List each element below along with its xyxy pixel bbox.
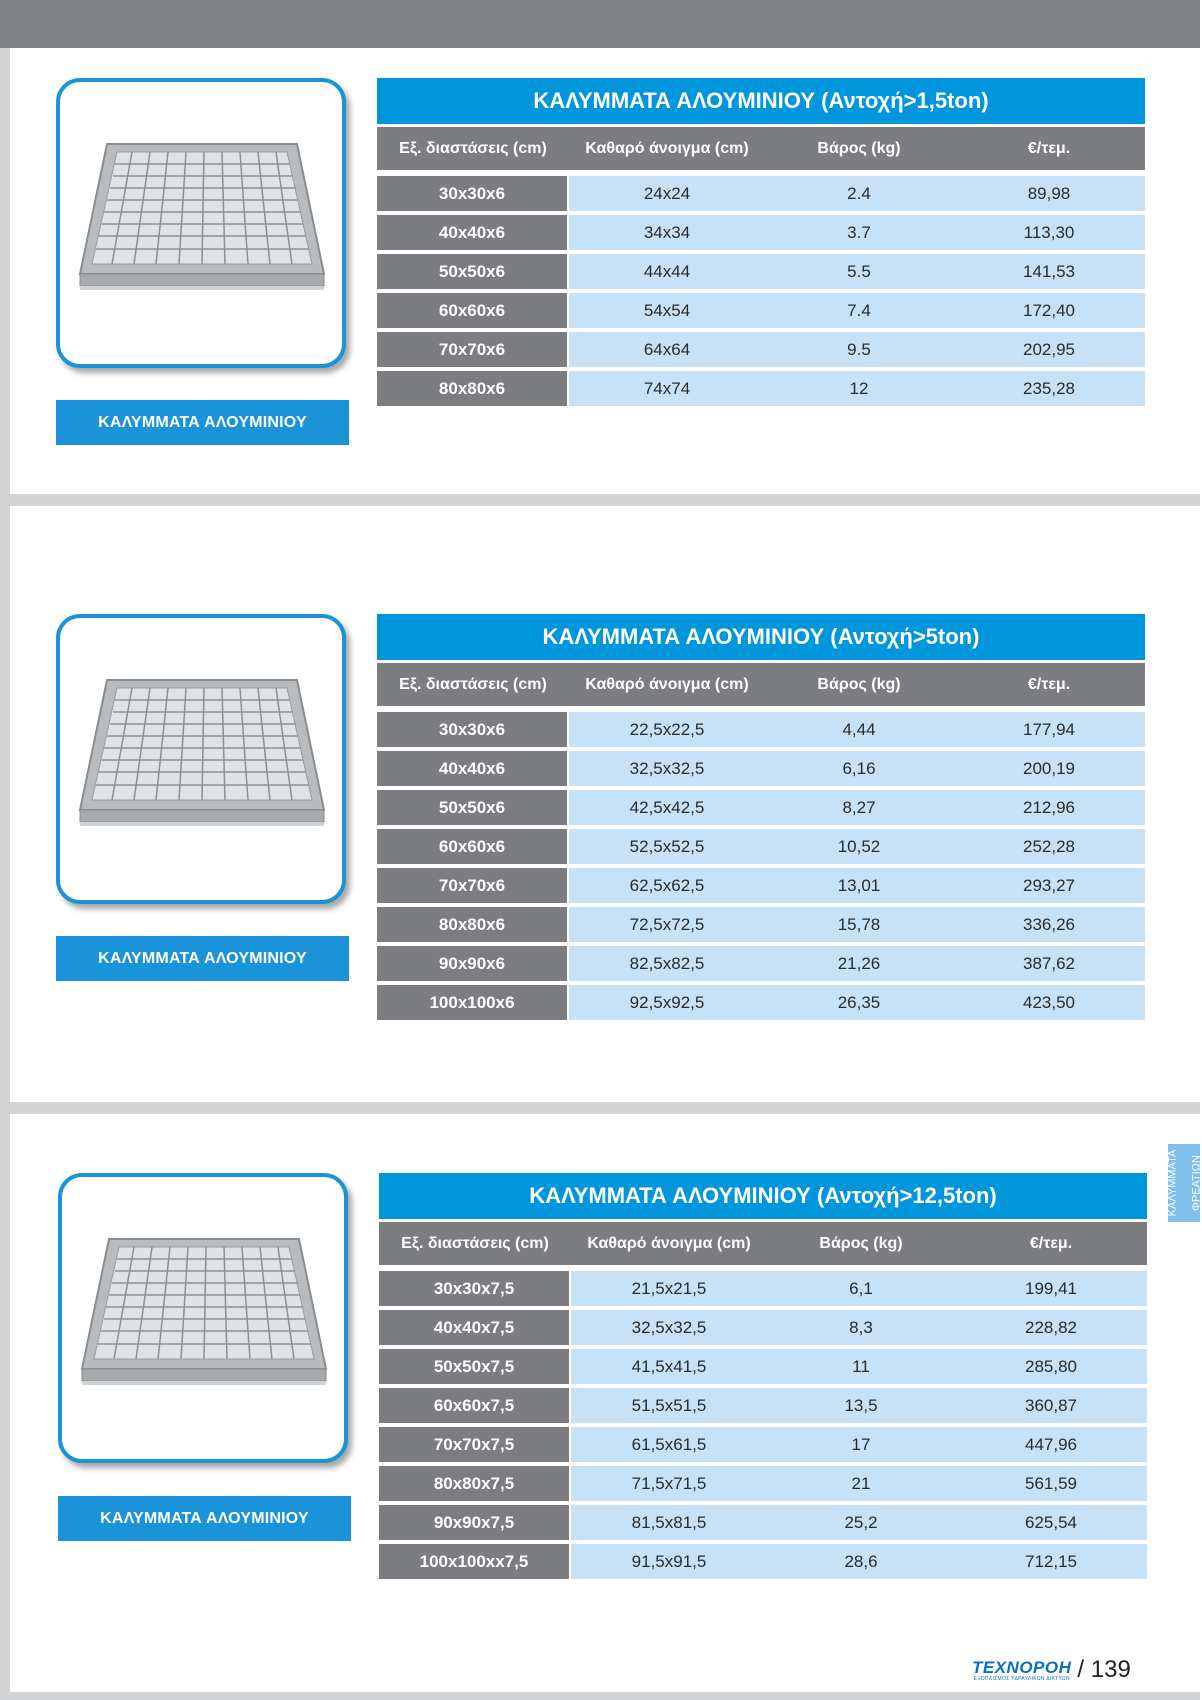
price-table — [379, 1173, 1147, 1579]
column-header: €/τεμ. — [1027, 139, 1071, 157]
table-cell: 235,28 — [1023, 378, 1075, 398]
top-bar — [0, 0, 1200, 48]
table-cell: 30x30x6 — [377, 712, 567, 747]
table-row — [377, 712, 1145, 747]
table-cell: 70x70x6 — [377, 868, 567, 903]
table-row — [377, 946, 1145, 981]
table-cell: 423,50 — [1023, 992, 1075, 1012]
table-cell: 42,5x42,5 — [629, 797, 705, 817]
table-row — [379, 1349, 1147, 1384]
table-cell: 2.4 — [847, 183, 871, 203]
table-cell: 8,27 — [842, 797, 876, 817]
table-cell: 89,98 — [1027, 183, 1071, 203]
table-cell: 60x60x6 — [377, 829, 567, 864]
table-row — [377, 176, 1145, 211]
table-cell: 4,44 — [842, 719, 876, 739]
column-header: Βάρος (kg) — [817, 675, 901, 693]
table-cell: 7.4 — [847, 300, 871, 320]
aluminium-cover-image — [72, 670, 332, 840]
table-cell: 9.5 — [847, 339, 871, 359]
column-header: Εξ. διαστάσεις (cm) — [401, 1234, 549, 1252]
table-cell: 22,5x22,5 — [629, 719, 705, 739]
table-cell: 387,62 — [1023, 953, 1075, 973]
table-cell: 100x100xx7,5 — [379, 1544, 569, 1579]
table-cell: 61,5x61,5 — [631, 1434, 707, 1454]
table-cell: 70x70x6 — [377, 332, 567, 367]
table-cell: 71,5x71,5 — [631, 1473, 707, 1493]
table-cell: 91,5x91,5 — [631, 1551, 707, 1571]
table-cell: 293,27 — [1023, 875, 1075, 895]
product-photo-frame — [56, 78, 346, 368]
table-row — [377, 868, 1145, 903]
table-row — [379, 1388, 1147, 1423]
product-photo-frame — [58, 1173, 348, 1463]
page-number: / 139 — [1077, 1656, 1131, 1683]
table-cell: 6,1 — [849, 1278, 873, 1298]
table-row — [377, 985, 1145, 1020]
section-side-tab[interactable] — [1168, 1144, 1200, 1222]
table-row — [379, 1271, 1147, 1306]
table-row — [377, 907, 1145, 942]
product-photo-frame — [56, 614, 346, 904]
product-caption: ΚΑΛΥΜΜΑΤΑ ΑΛΟΥΜΙΝΙΟΥ — [56, 400, 349, 445]
column-header: Εξ. διαστάσεις (cm) — [399, 139, 547, 157]
brand-name: ΤΕΧΝΟΡΟΗ — [972, 1658, 1072, 1677]
table-cell: 90x90x7,5 — [379, 1505, 569, 1540]
table-cell: 625,54 — [1025, 1512, 1077, 1532]
table-row — [379, 1427, 1147, 1462]
table-body — [379, 1271, 1147, 1579]
table-cell: 17 — [851, 1434, 871, 1454]
table-row — [377, 293, 1145, 328]
table-cell: 41,5x41,5 — [631, 1356, 707, 1376]
section-divider — [10, 1102, 1200, 1114]
table-cell: 11 — [852, 1356, 870, 1376]
page-footer — [972, 1658, 1131, 1682]
table-cell: 252,28 — [1023, 836, 1075, 856]
table-row — [377, 215, 1145, 250]
table-cell: 74x74 — [643, 378, 691, 398]
table-cell: 15,78 — [837, 914, 881, 934]
table-cell: 199,41 — [1025, 1278, 1077, 1298]
table-row — [379, 1466, 1147, 1501]
product-caption: ΚΑΛΥΜΜΑΤΑ ΑΛΟΥΜΙΝΙΟΥ — [58, 1496, 351, 1541]
table-cell: 113,30 — [1023, 222, 1075, 242]
table-cell: 5.5 — [847, 261, 871, 281]
table-cell: 21,5x21,5 — [631, 1278, 707, 1298]
table-cell: 202,95 — [1023, 339, 1075, 359]
table-cell: 13,5 — [844, 1395, 878, 1415]
table-cell: 82,5x82,5 — [629, 953, 705, 973]
product-caption: ΚΑΛΥΜΜΑΤΑ ΑΛΟΥΜΙΝΙΟΥ — [56, 936, 349, 981]
table-cell: 40x40x6 — [377, 215, 567, 250]
table-cell: 141,53 — [1023, 261, 1075, 281]
table-row — [377, 751, 1145, 786]
table-cell: 712,15 — [1025, 1551, 1077, 1571]
table-cell: 30x30x6 — [377, 176, 567, 211]
side-tab-line2: ΦΡΕΑΤΙΩΝ — [1190, 1155, 1202, 1211]
table-cell: 32,5x32,5 — [629, 758, 705, 778]
table-cell: 81,5x81,5 — [631, 1512, 707, 1532]
left-margin-bar — [0, 48, 10, 1700]
table-cell: 64x64 — [643, 339, 691, 359]
table-body — [377, 176, 1145, 406]
table-cell: 8,3 — [849, 1317, 873, 1337]
side-tab-line1: ΚΑΛΥΜΜΑΤΑ — [1166, 1149, 1179, 1217]
table-cell: 52,5x52,5 — [629, 836, 705, 856]
table-cell: 285,80 — [1025, 1356, 1077, 1376]
table-row — [377, 254, 1145, 289]
aluminium-cover-image — [74, 1229, 334, 1399]
table-cell: 172,40 — [1023, 300, 1075, 320]
table-cell: 80x80x7,5 — [379, 1466, 569, 1501]
table-cell: 54x54 — [643, 300, 691, 320]
table-row — [379, 1505, 1147, 1540]
table-cell: 50x50x6 — [377, 254, 567, 289]
table-cell: 50x50x6 — [377, 790, 567, 825]
table-cell: 92,5x92,5 — [629, 992, 705, 1012]
table-cell: 28,6 — [844, 1551, 878, 1571]
table-row — [377, 332, 1145, 367]
table-cell: 336,26 — [1023, 914, 1075, 934]
table-cell: 447,96 — [1025, 1434, 1077, 1454]
table-cell: 360,87 — [1025, 1395, 1077, 1415]
column-header: €/τεμ. — [1027, 675, 1071, 693]
table-cell: 25,2 — [844, 1512, 878, 1532]
column-header: Εξ. διαστάσεις (cm) — [399, 675, 547, 693]
table-cell: 10,52 — [837, 836, 881, 856]
brand-tagline: ΕΞΟΠΛΙΣΜΟΣ ΥΔΡΑΥΛΙΚΩΝ ΔΙΚΤΥΩΝ — [973, 1676, 1070, 1682]
table-header — [379, 1222, 1147, 1265]
table-cell: 100x100x6 — [377, 985, 567, 1020]
table-title: ΚΑΛΥΜΜΑΤΑ ΑΛΟΥΜΙΝΙΟΥ (Αντοχή>5ton) — [377, 614, 1145, 660]
table-cell: 26,35 — [837, 992, 881, 1012]
table-header — [377, 663, 1145, 706]
table-cell: 70x70x7,5 — [379, 1427, 569, 1462]
column-header: Καθαρό άνοιγμα (cm) — [585, 675, 749, 693]
table-cell: 51,5x51,5 — [631, 1395, 707, 1415]
table-cell: 44x44 — [643, 261, 691, 281]
table-title: ΚΑΛΥΜΜΑΤΑ ΑΛΟΥΜΙΝΙΟΥ (Αντοχή>12,5ton) — [379, 1173, 1147, 1219]
table-cell: 212,96 — [1023, 797, 1075, 817]
column-header: Καθαρό άνοιγμα (cm) — [585, 139, 749, 157]
table-body — [377, 712, 1145, 1020]
table-row — [379, 1310, 1147, 1345]
table-cell: 72,5x72,5 — [629, 914, 705, 934]
price-table — [377, 614, 1145, 1020]
table-cell: 13,01 — [837, 875, 881, 895]
table-title: ΚΑΛΥΜΜΑΤΑ ΑΛΟΥΜΙΝΙΟΥ (Αντοχή>1,5ton) — [377, 78, 1145, 124]
table-cell: 6,16 — [842, 758, 876, 778]
price-table — [377, 78, 1145, 406]
table-cell: 80x80x6 — [377, 371, 567, 406]
table-cell: 40x40x7,5 — [379, 1310, 569, 1345]
table-row — [379, 1544, 1147, 1579]
table-cell: 24x24 — [643, 183, 691, 203]
table-row — [377, 371, 1145, 406]
table-cell: 90x90x6 — [377, 946, 567, 981]
section-divider — [10, 494, 1200, 506]
column-header: Καθαρό άνοιγμα (cm) — [587, 1234, 751, 1252]
table-cell: 21 — [851, 1473, 871, 1493]
table-cell: 40x40x6 — [377, 751, 567, 786]
table-cell: 32,5x32,5 — [631, 1317, 707, 1337]
table-cell: 561,59 — [1025, 1473, 1077, 1493]
table-row — [377, 829, 1145, 864]
column-header: Βάρος (kg) — [819, 1234, 903, 1252]
table-cell: 12 — [849, 378, 869, 398]
table-cell: 50x50x7,5 — [379, 1349, 569, 1384]
table-cell: 21,26 — [837, 953, 881, 973]
table-cell: 62,5x62,5 — [629, 875, 705, 895]
aluminium-cover-image — [72, 134, 332, 304]
table-cell: 30x30x7,5 — [379, 1271, 569, 1306]
table-row — [377, 790, 1145, 825]
table-cell: 200,19 — [1023, 758, 1075, 778]
table-header — [377, 127, 1145, 170]
table-cell: 34x34 — [643, 222, 691, 242]
bottom-bar — [10, 1692, 1200, 1700]
column-header: Βάρος (kg) — [817, 139, 901, 157]
table-cell: 60x60x7,5 — [379, 1388, 569, 1423]
table-cell: 228,82 — [1025, 1317, 1077, 1337]
column-header: €/τεμ. — [1029, 1234, 1073, 1252]
brand-logo — [972, 1659, 1071, 1682]
table-cell: 60x60x6 — [377, 293, 567, 328]
table-cell: 80x80x6 — [377, 907, 567, 942]
table-cell: 177,94 — [1023, 719, 1075, 739]
table-cell: 3.7 — [847, 222, 871, 242]
